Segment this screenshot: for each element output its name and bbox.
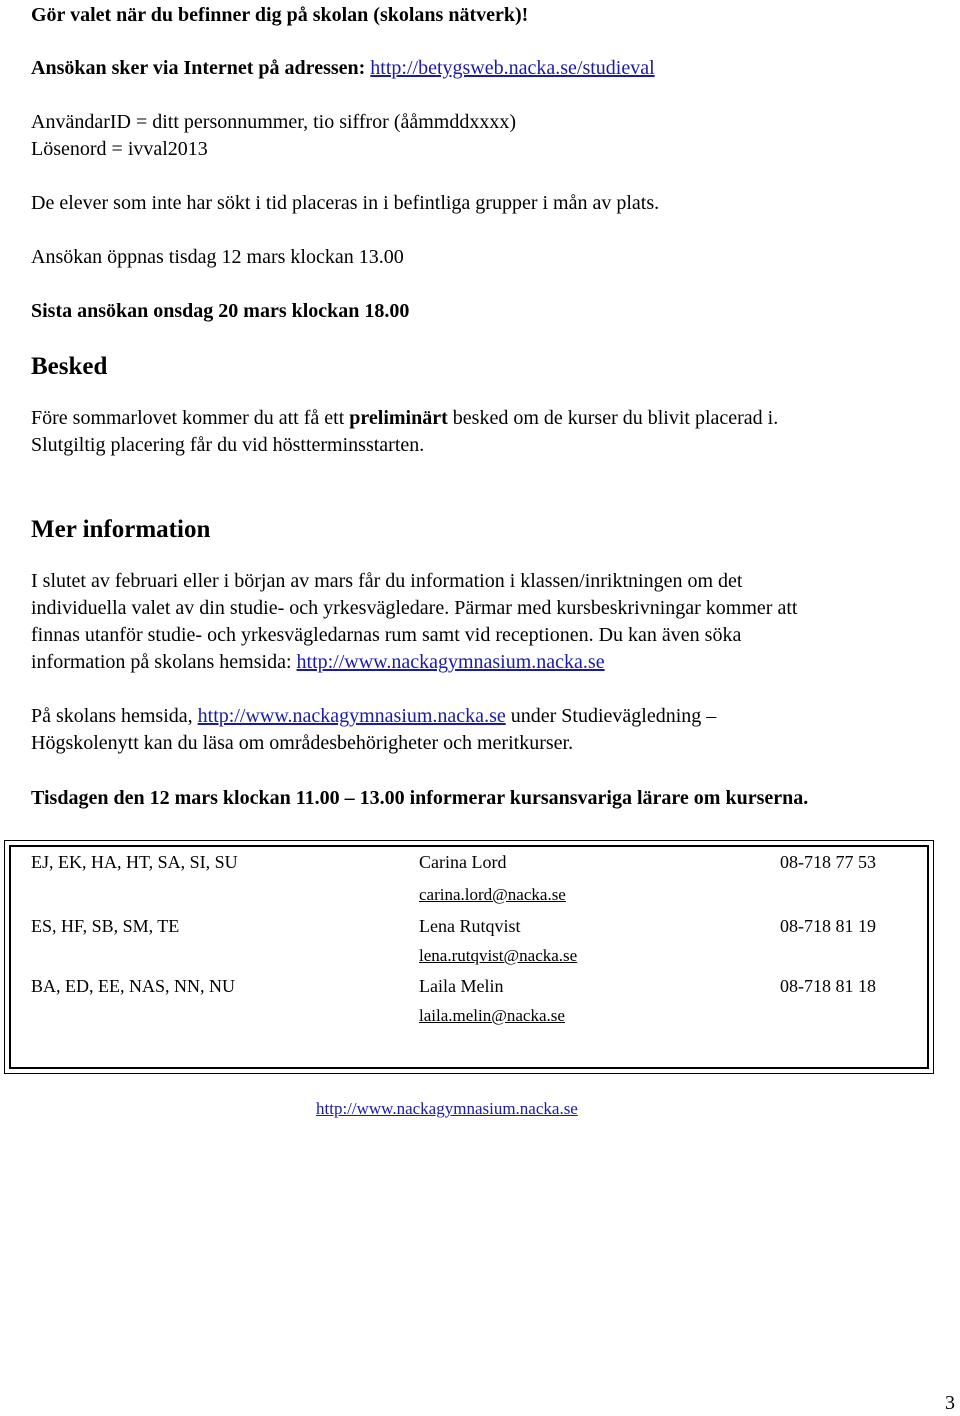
info-p2-suffix: under Studievägledning – bbox=[505, 705, 717, 727]
application-label: Ansökan sker via Internet på adressen: bbox=[31, 57, 371, 79]
contact-codes: EJ, EK, HA, HT, SA, SI, SU bbox=[31, 852, 238, 872]
contact-name: Lena Rutqvist bbox=[419, 916, 521, 936]
info-p2-line-1 bbox=[31, 703, 716, 730]
info-p2-line-2: Högskolenytt kan du läsa om områdesbehörigheter och meritkurser. bbox=[31, 732, 574, 754]
school-website-link-2[interactable]: http://www.nackagymnasium.nacka.se bbox=[197, 705, 506, 727]
besked-text-before: Före sommarlovet kommer du att få ett bbox=[31, 407, 350, 429]
info-p2-prefix: På skolans hemsida, bbox=[31, 705, 198, 727]
studieval-link[interactable]: http://betygsweb.nacka.se/studieval bbox=[370, 57, 655, 79]
user-id-info: AnvändarID = ditt personnummer, tio siffror (ååmmddxxxx) bbox=[31, 111, 516, 133]
school-website-link[interactable]: http://www.nackagymnasium.nacka.se bbox=[296, 651, 605, 673]
intro-line-1: Gör valet när du befinner dig på skolan (skolans nätverk)! bbox=[31, 4, 529, 26]
besked-heading: Besked bbox=[31, 353, 108, 380]
besked-line-2: Slutgiltig placering får du vid höstterminsstarten. bbox=[31, 434, 425, 456]
placement-note: De elever som inte har sökt i tid placeras in i befintliga grupper i mån av plats. bbox=[31, 192, 660, 214]
info-p1-line-2: individuella valet av din studie- och yrkesvägledare. Pärmar med kursbeskrivningar kommer att bbox=[31, 597, 798, 619]
besked-line-1 bbox=[31, 405, 778, 432]
contact-email[interactable]: carina.lord@nacka.se bbox=[419, 885, 566, 904]
contact-phone: 08-718 81 18 bbox=[780, 976, 876, 996]
contact-name: Carina Lord bbox=[419, 852, 507, 872]
mer-information-heading: Mer information bbox=[31, 516, 211, 543]
info-p1-line-3: finnas utanför studie- och yrkesvägledarnas rum samt vid receptionen. Du kan även söka bbox=[31, 624, 742, 646]
info-p1-line-4 bbox=[31, 649, 605, 676]
page-number: 3 bbox=[945, 1392, 955, 1414]
application-opens: Ansökan öppnas tisdag 12 mars klockan 13.00 bbox=[31, 246, 404, 268]
besked-text-bold: preliminärt bbox=[349, 407, 448, 429]
contact-email[interactable]: lena.rutqvist@nacka.se bbox=[419, 946, 578, 965]
contact-codes: ES, HF, SB, SM, TE bbox=[31, 916, 180, 936]
contact-name: Laila Melin bbox=[419, 976, 504, 996]
tuesday-info: Tisdagen den 12 mars klockan 11.00 – 13.00 informerar kursansvariga lärare om kurserna. bbox=[31, 787, 809, 809]
footer-url[interactable]: http://www.nackagymnasium.nacka.se bbox=[316, 1099, 578, 1118]
password-info: Lösenord = ivval2013 bbox=[31, 138, 208, 160]
intro-line-2 bbox=[31, 55, 655, 82]
contact-email[interactable]: laila.melin@nacka.se bbox=[419, 1006, 565, 1025]
info-p1-prefix: information på skolans hemsida: bbox=[31, 651, 297, 673]
info-p1-line-1: I slutet av februari eller i början av mars får du information i klassen/inriktningen om det bbox=[31, 570, 743, 592]
contact-phone: 08-718 81 19 bbox=[780, 916, 876, 936]
footer-link[interactable] bbox=[316, 1098, 578, 1120]
contact-codes: BA, ED, EE, NAS, NN, NU bbox=[31, 976, 235, 996]
besked-text-after: besked om de kurser du blivit placerad i. bbox=[447, 407, 779, 429]
contact-phone: 08-718 77 53 bbox=[780, 852, 876, 872]
application-deadline: Sista ansökan onsdag 20 mars klockan 18.00 bbox=[31, 300, 410, 322]
